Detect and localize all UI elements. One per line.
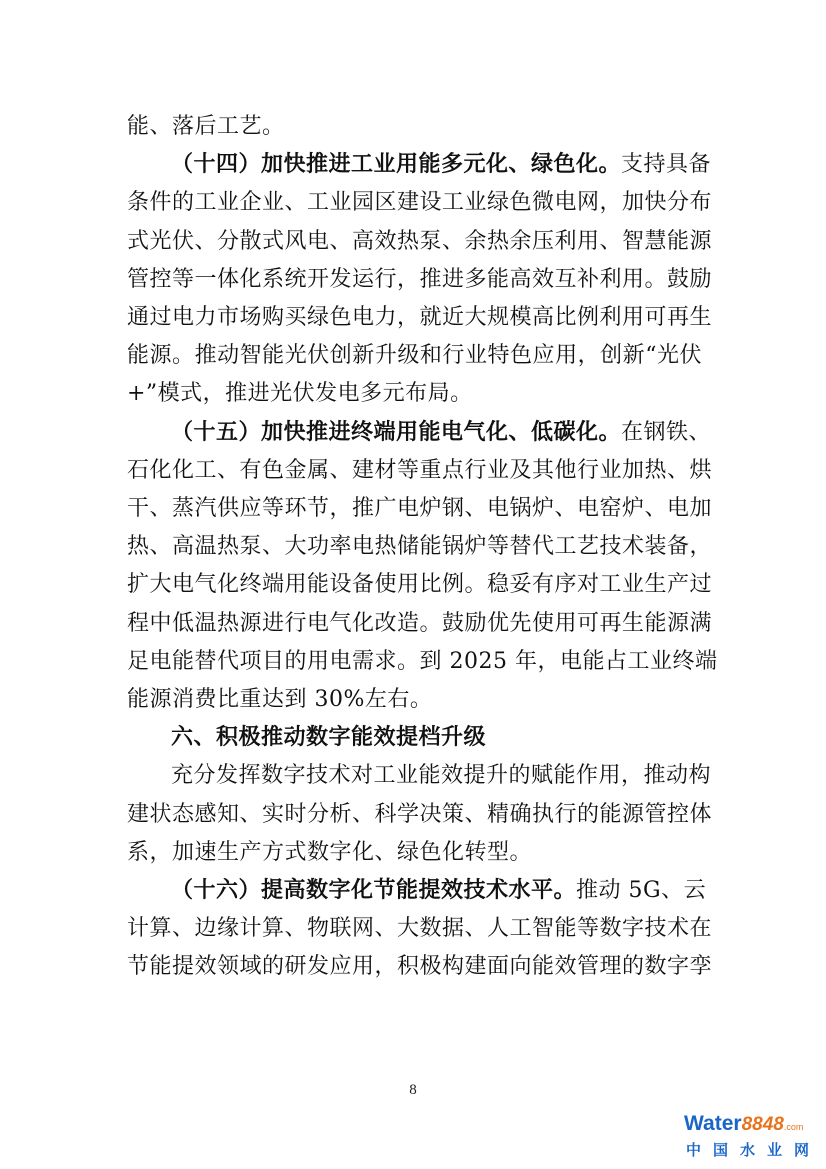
text-line: +”模式，推进光伏发电多元布局。 bbox=[127, 381, 473, 406]
watermark-logo bbox=[684, 1111, 822, 1161]
text-line: 系，加速生产方式数字化、绿色化转型。 bbox=[127, 840, 533, 865]
text-line: 能源消费比重达到 30%左右。 bbox=[127, 687, 433, 712]
watermark-brand: Water8848.com bbox=[684, 1112, 804, 1135]
text-line-last: 节能提效领域的研发应用，积极构建面向能效管理的数字孪 bbox=[127, 954, 713, 979]
text-line: 足电能替代项目的用电需求。到 2025 年，电能占工业终端 bbox=[127, 649, 718, 674]
text-line: 石化化工、有色金属、建材等重点行业及其他行业加热、烘 bbox=[127, 458, 713, 483]
chapter-heading-6: 六、积极推动数字能效提档升级 bbox=[171, 725, 487, 750]
text-line: 扩大电气化终端用能设备使用比例。稳妥有序对工业生产过 bbox=[127, 572, 713, 597]
text-line: 条件的工业企业、工业园区建设工业绿色微电网，加快分布 bbox=[127, 190, 713, 215]
section-heading-15: （十五）加快推进终端用能电气化、低碳化。 bbox=[171, 420, 622, 445]
section-heading-14: （十四）加快推进工业用能多元化、绿色化。 bbox=[171, 152, 622, 177]
text-line: 充分发挥数字技术对工业能效提升的赋能作用，推动构 bbox=[171, 763, 712, 788]
section-heading-16: （十六）提高数字化节能提效技术水平。 bbox=[171, 878, 577, 903]
paragraph-15-line: （十五）加快推进终端用能电气化、低碳化。在钢铁、 bbox=[171, 420, 712, 445]
text-line: 程中低温热源进行电气化改造。鼓励优先使用可再生能源满 bbox=[127, 611, 713, 636]
text-line: 能源。推动智能光伏创新升级和行业特色应用，创新“光伏 bbox=[127, 343, 702, 368]
text-line: 式光伏、分散式风电、高效热泵、余热余压利用、智慧能源 bbox=[127, 229, 713, 254]
page-number: 8 bbox=[409, 1082, 417, 1098]
text-line: 计算、边缘计算、物联网、大数据、人工智能等数字技术在 bbox=[127, 916, 713, 941]
paragraph-14-line: （十四）加快推进工业用能多元化、绿色化。支持具备 bbox=[171, 152, 712, 177]
text-line: 通过电力市场购买绿色电力，就近大规模高比例利用可再生 bbox=[127, 305, 713, 330]
text-line: 能、落后工艺。 bbox=[127, 114, 285, 139]
text-line: 管控等一体化系统开发运行，推进多能高效互补利用。鼓励 bbox=[127, 267, 713, 292]
text-line: 建状态感知、实时分析、科学决策、精确执行的能源管控体 bbox=[127, 802, 713, 827]
text-line: 干、蒸汽供应等环节，推广电炉钢、电锅炉、电窑炉、电加 bbox=[127, 496, 713, 521]
watermark-brand-cn: 中国水业网 bbox=[686, 1141, 822, 1159]
text-line: 热、高温热泵、大功率电热储能锅炉等替代工艺技术装备， bbox=[127, 534, 713, 559]
paragraph-16-line: （十六）提高数字化节能提效技术水平。推动 5G、云 bbox=[171, 878, 707, 903]
